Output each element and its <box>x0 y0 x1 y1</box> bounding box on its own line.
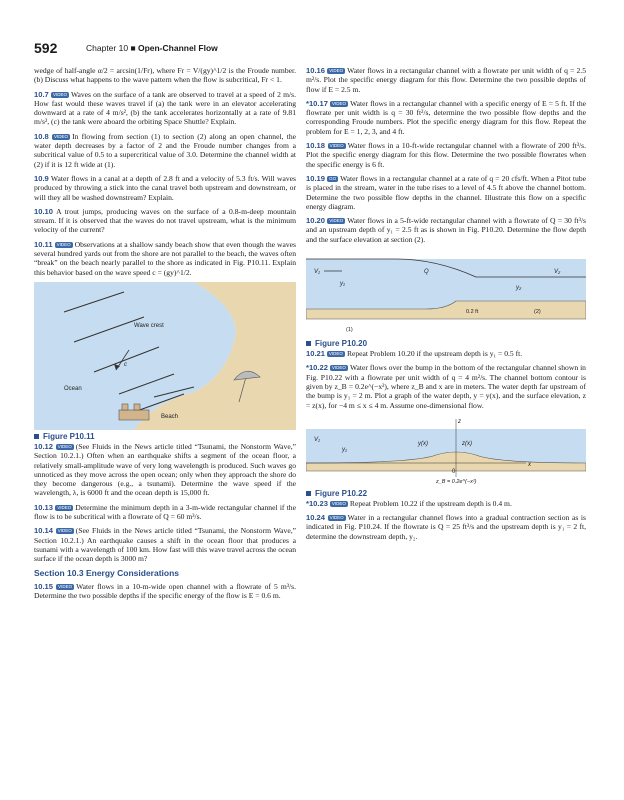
problem-10-20: 10.20 VIDEO Water flows in a 5-ft-wide rectangular channel with a flowrate of Q = 30 ft³/s and an upstream depth of y₁ = 2.5 ft as is shown in Fig. P10.20. Determine the flow depth and the surface elevation at section (2). <box>306 216 586 244</box>
beach-wave-diagram <box>34 282 296 430</box>
figure-p10-22 <box>306 415 586 499</box>
caption-square-icon <box>34 434 39 439</box>
figure-p10-20-caption: Figure P10.20 <box>306 339 586 348</box>
problem-10-22: *10.22 VIDEO Water flows over the bump in the bottom of the rectangular channel shown in Fig. P10.22 with a flowrate per unit width of q = 4 m²/s. The channel bottom contour is given by z_B = 0.2e^(−x²), where z_B and x are in meters. The water depth far upstream of the bump is y₁ = 2 m. Plot a graph of the water depth, y = y(x), and the surface elevation, z = z(x), for −4 m ≤ x ≤ 4 m. Assume one-dimensional flow. <box>306 363 586 410</box>
video-badge-icon[interactable]: VIDEO <box>329 218 344 224</box>
label-c: c <box>124 361 127 368</box>
label-origin: 0 <box>452 468 456 475</box>
label-v1: V₁ <box>314 436 320 443</box>
problem-10-9: 10.9 Water flows in a canal at a depth of 2.8 ft and a velocity of 5.3 ft/s. Will waves produced by throwing a stick into the canal travel both upstream and downstream, or will they all be washed downstream? Explain. <box>34 173 296 202</box>
video-badge-icon[interactable]: VIDEO <box>56 241 71 247</box>
figure-p10-22-caption: Figure P10.22 <box>306 489 586 498</box>
video-badge-icon[interactable]: VIDEO <box>58 583 73 589</box>
problem-10-11: 10.11 VIDEO Observations at a shallow sandy beach show that even though the waves several hundred yards out from the shore are not parallel to the beach, the waves often “break” on the beach nearly parallel to the shore as indicated in Fig. P10.11. Explain this behavior based on the wave speed c = (gy)^1/2. <box>34 239 296 277</box>
video-badge-icon[interactable]: VIDEO <box>328 351 343 357</box>
label-y1: y₁ <box>340 281 345 288</box>
problem-10-14: 10.14 VIDEO (See Fluids in the News article titled “Tsunami, the Nonstorm Wave,” Section 10.2.1.) An earthquake causes a shift in the ocean floor that produces a tsunami with a wavelength of 100 km. How fast will this wave travel across the ocean surface if the ocean depth is 3000 m? <box>34 526 296 564</box>
label-v2: V₂ <box>554 269 561 276</box>
figure-p10-20 <box>306 249 586 349</box>
left-column <box>34 66 296 605</box>
video-badge-icon[interactable]: VIDEO <box>332 100 347 106</box>
problem-10-19: 10.19 GO Water flows in a rectangular channel at a rate of q = 20 cfs/ft. When a Pitot tube is placed in the stream, water in the tube rises to a level of 4.5 ft above the channel bottom. Determine the two possible flow depths in the channel. Illustrate this flow on a specific energy diagram. <box>306 173 586 211</box>
go-badge-icon[interactable]: GO <box>329 175 337 181</box>
label-q: Q <box>424 269 429 276</box>
video-badge-icon[interactable]: VIDEO <box>329 68 344 73</box>
video-badge-icon[interactable]: VIDEO <box>331 365 346 371</box>
figure-p10-11 <box>34 282 296 442</box>
label-section-1: (1) <box>346 327 353 334</box>
problem-10-23: *10.23 VIDEO Repeat Problem 10.22 if the upstream depth is 0.4 m. <box>306 498 512 508</box>
video-badge-icon[interactable]: VIDEO <box>54 133 69 139</box>
problem-10-12: 10.12 VIDEO (See Fluids in the News article titled “Tsunami, the Nonstorm Wave,” Section 10.2.1.) Often when an earthquake shifts a segment of the ocean floor, a relatively small-amplitude wave of very long wavelength is produced. Such waves go unnoticed as they move across the open ocean; only when they approach the shore do they become dangerous (e.g., a tsunami). Determine the wave speed if the wavelength, λ, is 6000 ft and the ocean depth is 15,000 ft. <box>34 441 296 498</box>
label-z: z <box>458 418 461 425</box>
label-v1: V₁ <box>314 269 320 276</box>
figure-p10-11-caption: Figure P10.11 <box>34 432 296 441</box>
problem-10-8: 10.8 VIDEO In flowing from section (1) to section (2) along an open channel, the water depth decreases by a factor of 2 and the Froude number changes from a subcritical value of 0.5 to a supercritical value of 3.0. Determine the channel width at (2) if it is 12 ft wide at (1). <box>34 131 297 169</box>
problem-10-13: 10.13 VIDEO Determine the minimum depth in a 3-m-wide rectangular channel if the flow is to be subcritical with a flowrate of Q = 60 m³/s. <box>34 502 296 522</box>
video-badge-icon[interactable]: VIDEO <box>329 515 344 521</box>
video-badge-icon[interactable]: VIDEO <box>329 143 344 149</box>
problem-10-7: 10.7 VIDEO Waves on the surface of a tank are observed to travel at a speed of 2 m/s. How fast would these waves travel if (a) the tank were in an elevator accelerating downward at a rate of 4 m/s², (b) the tank accelerates horizontally at a rate of 9.81 m/s², (c) the tank were aboard the orbiting Space Shuttle? Explain. <box>34 89 296 127</box>
caption-square-icon <box>306 341 311 346</box>
label-yx: y(x) <box>418 440 428 447</box>
label-wave-crest: Wave crest <box>134 322 164 329</box>
label-y1: y₁ <box>342 446 347 453</box>
label-section-2: (2) <box>534 309 541 316</box>
step-channel-diagram <box>306 249 586 337</box>
problem-10-16: 10.16 VIDEO Water flows in a rectangular channel with a flowrate per unit width of q = 2.5 m²/s. Plot the specific energy diagram for this flow. Determine the two possible depths of flow if E = 2.5 m. <box>306 66 586 94</box>
label-ocean: Ocean <box>64 385 82 392</box>
video-badge-icon[interactable]: VIDEO <box>331 500 346 506</box>
problem-10-18: 10.18 VIDEO Water flows in a 10-ft-wide rectangular channel with a flowrate of 200 ft³/s. Plot the specific energy diagram for this flow. Determine the two possible flowrates when the specific energy is 6 ft. <box>306 141 586 169</box>
video-badge-icon[interactable]: VIDEO <box>57 443 72 449</box>
problem-10-24: 10.24 VIDEO Water in a rectangular channel flows into a gradual contraction section as is indicated in Fig. P10.24. If the flowrate is Q = 25 ft³/s and the upstream depth is y₁ = 2 ft, determine the downstream depth, y₂. <box>306 513 586 541</box>
problem-10-10: 10.10 A trout jumps, producing waves on the surface of a 0.8-m-deep mountain stream. If it is observed that the waves do not travel upstream, what is the minimum velocity of the current? <box>34 206 297 235</box>
problem-10-21: 10.21 VIDEO Repeat Problem 10.20 if the upstream depth is y₁ = 0.5 ft. <box>306 349 523 359</box>
bump-channel-diagram <box>306 415 586 487</box>
video-badge-icon[interactable]: VIDEO <box>57 504 72 510</box>
label-zx: z(x) <box>462 440 472 447</box>
page-number: 592 <box>34 40 58 56</box>
label-beach: Beach <box>161 413 179 420</box>
label-y2: y₂ <box>516 285 522 292</box>
label-zb: z_B = 0.2e^(−x²) <box>436 478 477 485</box>
page-header <box>34 40 594 60</box>
label-x: x <box>528 461 531 468</box>
intro-paragraph: wedge of half-angle α/2 = arcsin(1/Fr), where Fr = V/(gy)^1/2 is the Froude number. (b) Discuss what happens to the wave pattern when the flow is subcritical, Fr < 1. <box>34 66 296 85</box>
video-badge-icon[interactable]: VIDEO <box>52 91 67 97</box>
video-badge-icon[interactable]: VIDEO <box>57 528 72 534</box>
label-step-height: 0.2 ft <box>466 309 479 316</box>
problem-10-17: *10.17 VIDEO Water flows in a rectangular channel with a specific energy of E = 5 ft. If the flowrate per unit width is q = 30 ft²/s, determine the two possible flow depths and the corresponding Froude numbers. Plot the specific energy diagram for this flow. Repeat the problem for E = 1, 2, 3, and 4 ft. <box>306 98 586 136</box>
caption-square-icon <box>306 491 311 496</box>
right-column <box>306 66 586 546</box>
problem-10-15: 10.15 VIDEO Water flows in a 10-m-wide open channel with a flowrate of 5 m³/s. Determine the two possible depths if the specific energy of the flow is E = 0.6 m. <box>34 581 296 601</box>
section-heading: Section 10.3 Energy Considerations <box>34 567 180 578</box>
running-head: Chapter 10 ■ Open-Channel Flow <box>86 43 218 53</box>
